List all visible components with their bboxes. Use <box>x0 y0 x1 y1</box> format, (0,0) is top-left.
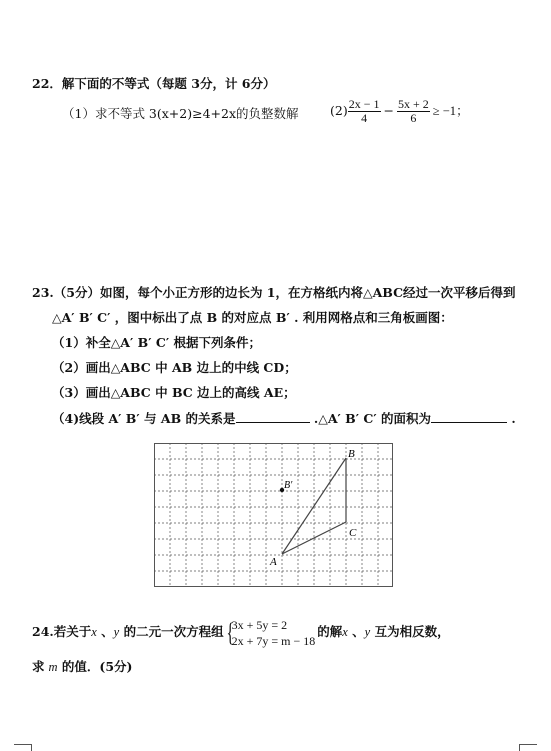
q24-sep2: 、 <box>347 624 365 639</box>
q22-rhs: ≥ −1 <box>432 104 457 118</box>
q24-eq2: 2x + 7y = m − 18 <box>231 633 316 648</box>
answer-blank-area[interactable] <box>431 410 507 423</box>
q24-sep1: 、 <box>96 624 114 639</box>
q24-mid: 的二元一次方程组 <box>119 624 224 639</box>
q23-item2: （2）画出△ABC 中 AB 边上的中线 CD； <box>52 360 297 375</box>
q22-part2-prefix: (2) <box>330 103 348 118</box>
q24-line1 <box>32 612 450 652</box>
q22-minus: − <box>383 103 394 118</box>
q24-suffix-a: 的解 <box>317 624 343 639</box>
label-b-prime: B′ <box>284 480 293 491</box>
q24-line2-suffix: 的值．(5分) <box>57 659 133 674</box>
q23-item4 <box>52 410 516 427</box>
q22-frac1-num: 2x − 1 <box>348 97 380 111</box>
grid-figure <box>154 443 394 588</box>
q22-frac1-den: 4 <box>361 111 368 125</box>
q24-equation-system <box>224 617 316 649</box>
q23-line1: 23.（5分）如图，每个小正方形的边长为 1，在方格纸内将△ABC经过一次平移后得到 <box>32 285 516 300</box>
q24-line2 <box>32 659 132 675</box>
q24-line2-prefix: 求 <box>32 659 45 674</box>
q23-item4-text-a: （4)线段 A′ B′ 与 AB 的关系是 <box>52 411 236 426</box>
q23-item4-end: . <box>506 411 516 426</box>
q22-part1: （1）求不等式 3(x+2)≥4+2x的负整数解 <box>62 106 299 121</box>
q23-item4-text-b: .△A′ B′ C′ 的面积为 <box>309 411 431 426</box>
q22-fraction-2 <box>397 98 430 125</box>
q22-title: 22．解下面的不等式（每题 3分，计 6分） <box>32 76 276 91</box>
q24-var-y2: y <box>364 625 371 639</box>
q23-item1: （1）补全△A′ B′ C′ 根据下列条件； <box>52 335 261 350</box>
label-b: B <box>348 448 355 460</box>
q22-frac2-den: 6 <box>410 111 417 125</box>
corner-mark-right-h <box>519 744 537 745</box>
q24-var-y: y <box>113 625 120 639</box>
corner-mark-left-h <box>14 744 32 745</box>
q23-item3: （3）画出△ABC 中 BC 边上的高线 AE； <box>52 385 296 400</box>
q24-var-x: x <box>91 625 97 639</box>
q24-eq1: 3x + 5y = 2 <box>231 617 288 632</box>
q24-var-m: m <box>48 660 58 674</box>
q23-line2: △A′ B′ C′ ，图中标出了点 B 的对应点 B′ . 利用网格点和三角板画图： <box>52 310 453 325</box>
q22-fraction-1 <box>348 98 381 125</box>
label-c: C <box>349 527 357 539</box>
q22-frac2-num: 5x + 2 <box>397 97 429 111</box>
corner-mark-right-v <box>519 744 520 751</box>
q22-end: ； <box>456 103 469 118</box>
q24-suffix-b: 互为相反数， <box>370 624 450 639</box>
corner-mark-left-v <box>31 744 32 751</box>
q22-part2 <box>330 96 469 126</box>
brace-icon: { <box>226 617 234 647</box>
label-a: A <box>270 556 277 568</box>
segment-ca <box>282 522 346 554</box>
answer-blank-relation[interactable] <box>236 410 310 423</box>
q24-var-x2: x <box>342 625 348 639</box>
q24-prefix: 24.若关于 <box>32 624 92 639</box>
